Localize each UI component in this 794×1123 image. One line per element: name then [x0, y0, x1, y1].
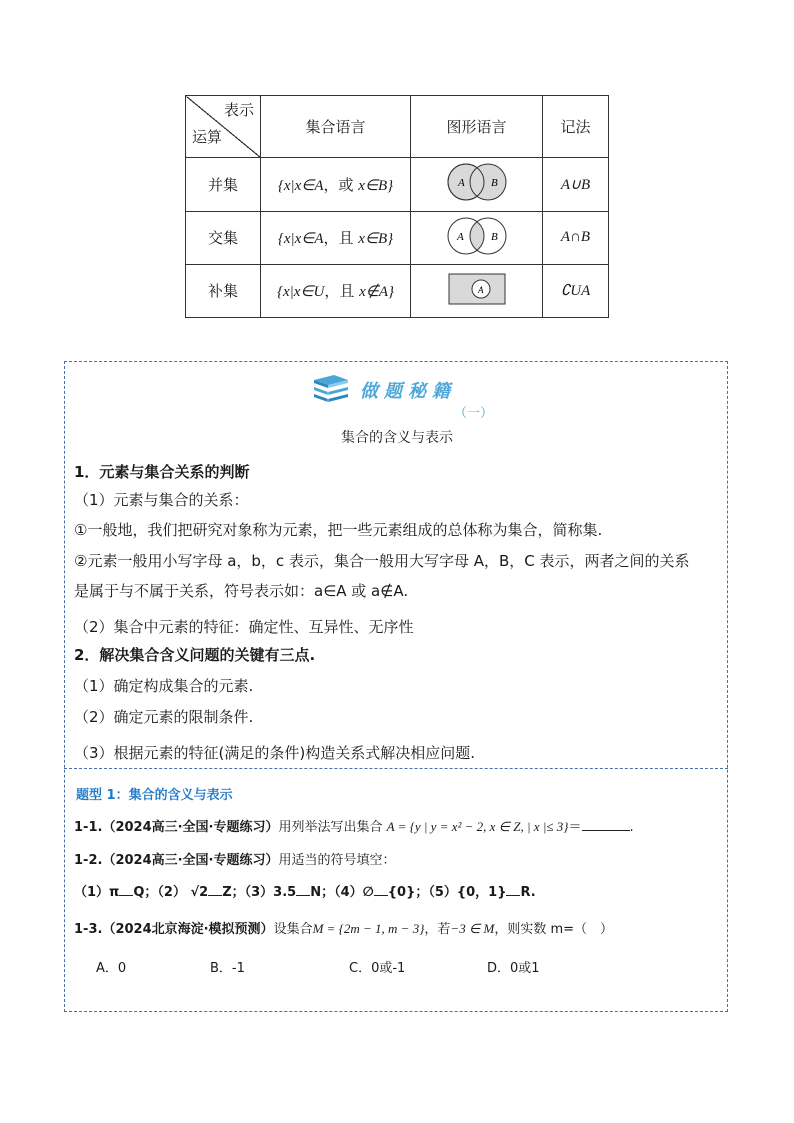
corner-cell [186, 96, 261, 158]
set-operations-table [185, 95, 609, 318]
venn-union-cell [411, 158, 543, 211]
option-d[interactable]: D．0或1 [487, 961, 540, 976]
section-title: 集合的含义与表示 [341, 430, 453, 446]
row-notation: A∪B [543, 158, 609, 211]
paragraph: （2）确定元素的限制条件. [74, 708, 254, 726]
paragraph: （1）确定构成集合的元素. [74, 677, 254, 695]
paragraph: （3）根据元素的特征(满足的条件)构造关系式解决相应问题. [74, 744, 476, 762]
answer-blank[interactable] [374, 885, 388, 896]
heading-2: 2．解决集合含义问题的关键有三点. [74, 646, 316, 664]
table-row-union [186, 158, 609, 211]
corner-bottom-label: 运算 [192, 128, 223, 147]
option-c[interactable]: C．0或-1 [349, 961, 406, 976]
paragraph: （1）元素与集合的关系： [74, 491, 249, 509]
books-icon [312, 374, 350, 406]
row-notation: ∁UA [543, 264, 609, 317]
header-graph-language: 图形语言 [411, 96, 543, 158]
paragraph: 是属于与不属于关系，符号表示如：a∈A 或 a∉A. [74, 582, 409, 600]
venn-intersection-cell [411, 211, 543, 264]
corner-top-label: 表示 [223, 101, 254, 119]
answer-blank[interactable] [582, 818, 630, 831]
heading-1: 1．元素与集合关系的判断 [74, 463, 250, 481]
banner [312, 374, 456, 406]
row-name: 补集 [186, 264, 261, 317]
option-b[interactable]: B．-1 [210, 961, 245, 976]
table-header-row [186, 96, 609, 158]
paragraph: ①一般地，我们把研究对象称为元素，把一些元素组成的总体称为集合，简称集. [74, 521, 603, 539]
question-type-label: 题型 1：集合的含义与表示 [76, 788, 233, 803]
venn-complement-cell [411, 264, 543, 317]
answer-blank[interactable] [506, 885, 520, 896]
header-set-language: 集合语言 [261, 96, 411, 158]
row-formula: {x|x∈A，或 x∈B} [261, 158, 411, 211]
question-1-3: 1-3.（2024北京海淀·模拟预测）设集合M = {2m − 1, m − 3}，若−3 ∈ M，则实数 m=（ ） [74, 921, 614, 937]
question-1-2: 1-2.（2024高三·全国·专题练习）用适当的符号填空： [74, 853, 396, 868]
svg-text:A: A [456, 230, 464, 243]
paragraph: ②元素一般用小写字母 a，b，c 表示，集合一般用大写字母 A，B，C 表示，两者之间的关系 [74, 552, 690, 570]
banner-subtitle: （一） [454, 406, 494, 421]
answer-blank[interactable] [296, 885, 310, 896]
table-row-complement [186, 264, 609, 317]
header-notation: 记法 [543, 96, 609, 158]
option-a[interactable]: A．0 [96, 961, 127, 976]
panel-divider [64, 768, 728, 769]
svg-text:B: B [490, 230, 498, 243]
row-name: 并集 [186, 158, 261, 211]
svg-text:B: B [490, 177, 498, 190]
table-row-intersection [186, 211, 609, 264]
row-name: 交集 [186, 211, 261, 264]
banner-title: 做题秘籍 [360, 381, 456, 402]
venn-union-diagram [440, 161, 514, 203]
svg-text:A: A [457, 177, 465, 190]
question-1-2-items: （1）π Q；（2） √2 Z；（3）3.5 N；（4）∅ {0}；（5）{0，1} R. [74, 885, 536, 900]
venn-intersection-diagram [440, 215, 514, 257]
question-1-1: 1-1.（2024高三·全国·专题练习）用列举法写出集合 A = {y | y = x² − 2, x ∈ Z, | x |≤ 3}＝ . [74, 819, 634, 835]
venn-complement-diagram [448, 273, 506, 305]
answer-blank[interactable] [119, 885, 133, 896]
row-formula: {x|x∈U，且 x∉A} [261, 264, 411, 317]
svg-text:A: A [477, 284, 483, 295]
paragraph: （2）集合中元素的特征：确定性、互异性、无序性 [74, 618, 414, 636]
answer-blank[interactable] [208, 885, 222, 896]
row-notation: A∩B [543, 211, 609, 264]
row-formula: {x|x∈A，且 x∈B} [261, 211, 411, 264]
